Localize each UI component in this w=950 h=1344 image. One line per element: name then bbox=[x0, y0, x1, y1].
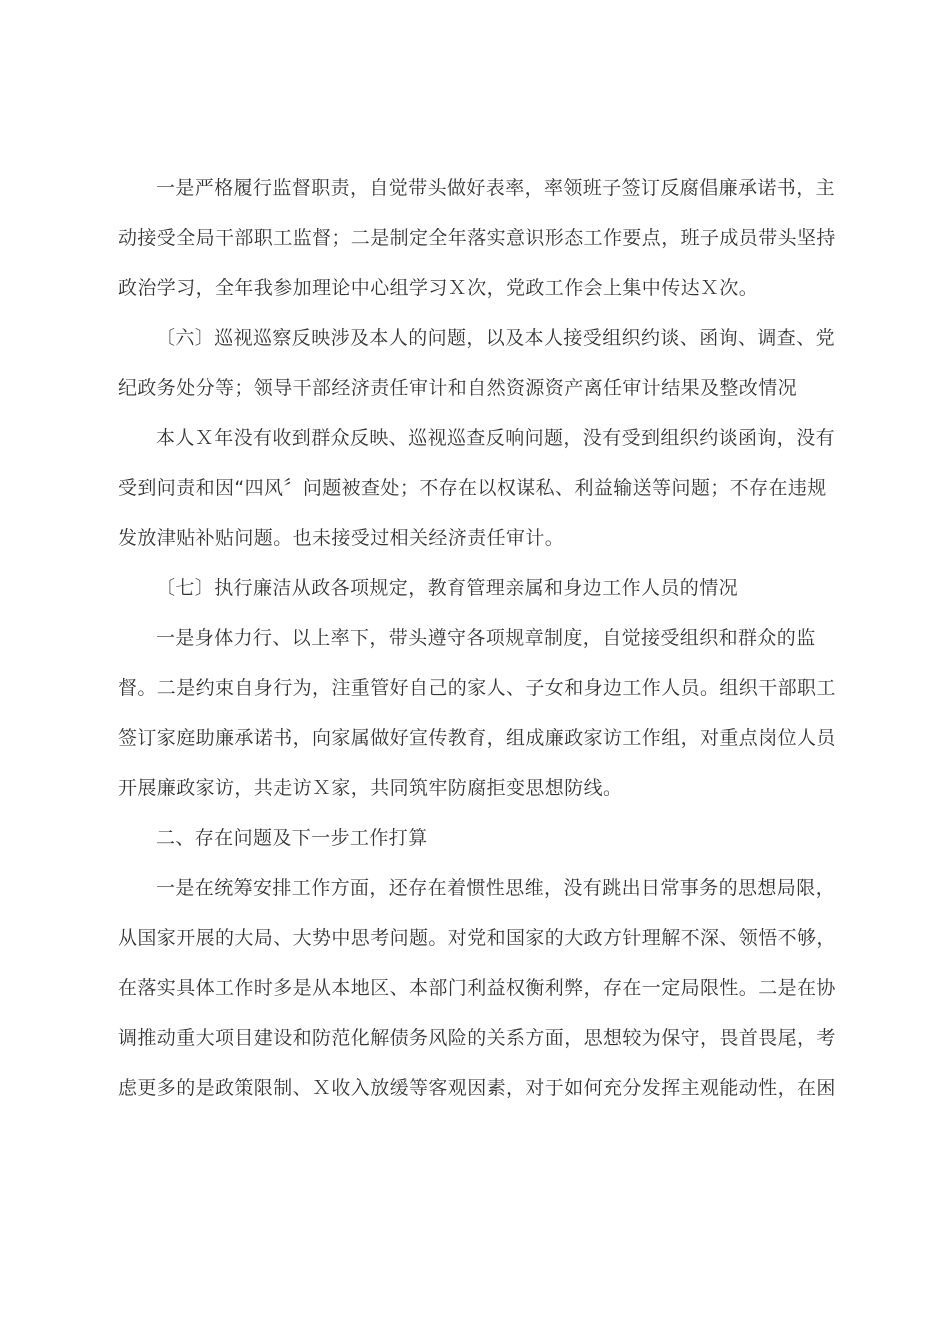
paragraph-line: 受到问责和因“四风〞问题被查处；不存在以权谋私、利益输送等问题；不存在违规 bbox=[118, 477, 827, 499]
section-heading-line: 〔七〕执行廉洁从政各项规定，教育管理亲属和身边工作人员的情况 bbox=[156, 577, 739, 599]
paragraph-line: 虑更多的是政策限制、Ｘ收入放缓等客观因素，对于如何充分发挥主观能动性，在困 bbox=[118, 1077, 836, 1099]
paragraph-line: 一是身体力行、以上率下，带头遵守各项规章制度，自觉接受组织和群众的监 bbox=[156, 627, 816, 649]
section-heading-line: 二、存在问题及下一步工作打算 bbox=[156, 827, 428, 849]
document-body bbox=[118, 170, 836, 1120]
paragraph-line: 动接受全局干部职工监督；二是制定全年落实意识形态工作要点，班子成员带头坚持 bbox=[118, 227, 836, 249]
paragraph-line: 一是在统筹安排工作方面，还存在着惯性思维，没有跳出日常事务的思想局限， bbox=[156, 877, 836, 899]
paragraph-line: 在落实具体工作时多是从本地区、本部门利益权衡利弊，存在一定局限性。二是在协 bbox=[118, 977, 836, 999]
paragraph-line: 签订家庭助廉承诺书，向家属做好宣传教育，组成廉政家访工作组，对重点岗位人员 bbox=[118, 727, 836, 749]
section-heading-line: 纪政务处分等；领导干部经济责任审计和自然资源资产离任审计结果及整改情况 bbox=[118, 377, 798, 399]
section-heading-line: 〔六〕巡视巡察反映涉及本人的问题，以及本人接受组织约谈、函询、调查、党 bbox=[156, 327, 836, 349]
paragraph-line: 督。二是约束自身行为，注重管好自己的家人、子女和身边工作人员。组织干部职工 bbox=[118, 677, 836, 699]
paragraph-line: 调推动重大项目建设和防范化解债务风险的关系方面，思想较为保守，畏首畏尾，考 bbox=[118, 1027, 836, 1049]
paragraph-line: 本人Ｘ年没有收到群众反映、巡视巡查反响问题，没有受到组织约谈函询，没有 bbox=[156, 427, 836, 449]
paragraph-line: 开展廉政家访，共走访Ｘ家，共同筑牢防腐拒变思想防线。 bbox=[118, 777, 623, 799]
paragraph-line: 从国家开展的大局、大势中思考问题。对党和国家的大政方针理解不深、领悟不够， bbox=[118, 927, 836, 949]
paragraph-line: 发放津贴补贴问题。也未接受过相关经济责任审计。 bbox=[118, 527, 565, 549]
paragraph-line: 一是严格履行监督职责，自觉带头做好表率，率领班子签订反腐倡廉承诺书，主 bbox=[156, 177, 836, 199]
paragraph-line: 政治学习，全年我参加理论中心组学习Ｘ次，党政工作会上集中传达Ｘ次。 bbox=[118, 277, 759, 299]
